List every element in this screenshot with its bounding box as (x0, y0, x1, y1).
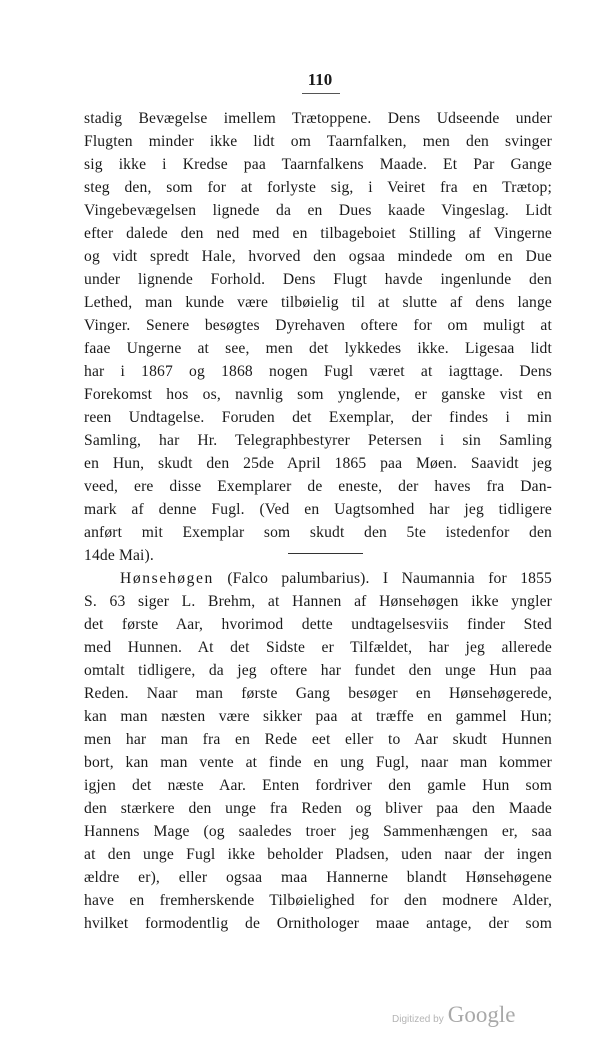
text-line: faae Ungerne at see, men det lykkedes ikke. Ligesaa lidt (84, 340, 552, 357)
text-line: veed, ere disse Exemplarer de eneste, der haves fra Dan- (84, 478, 552, 495)
text-line: mark af denne Fugl. (Ved en Uagtsomhed har jeg tidligere (84, 501, 552, 518)
paragraph-2-first-line (84, 567, 552, 590)
section-separator (288, 553, 363, 554)
text-line: Vinger. Senere besøgtes Dyrehaven oftere for om muligt at (84, 317, 552, 334)
text-line: S. 63 siger L. Brehm, at Hannen af Hønsehøgen ikke yngler (84, 593, 552, 610)
google-logo-text: Google (447, 1002, 516, 1027)
text-line: steg den, som for at forlyste sig, i Veiret fra en Trætop; (84, 179, 552, 196)
first-line-rest: (Falco palumbarius). I Naumannia for 1855 (213, 570, 552, 587)
digitized-watermark (392, 1002, 515, 1028)
text-line: under lignende Forhold. Dens Flugt havde ingenlunde den (84, 271, 552, 288)
text-line: Lethed, man kunde være tilbøielig til at slutte af dens lange (84, 294, 552, 311)
text-line: stadig Bevægelse imellem Trætoppene. Dens Udseende under (84, 110, 552, 127)
page-number: 110 (307, 70, 333, 89)
text-line: at den unge Fugl ikke beholder Pladsen, uden naar der ingen (84, 846, 552, 863)
text-line: sig ikke i Kredse paa Taarnfalkens Maade. Et Par Gange (84, 156, 552, 173)
text-line: igjen det næste Aar. Enten fordriver den gamle Hun som (84, 777, 552, 794)
text-line: bort, kan man vente at finde en ung Fugl, naar man kommer (84, 754, 552, 771)
text-line: hvilket formodentlig de Ornithologer maae antage, der som (84, 915, 552, 932)
text-line: efter dalede den ned med en tilbageboiet Stilling af Vingerne (84, 225, 552, 242)
page-number-rule (302, 93, 340, 94)
text-line: Samling, har Hr. Telegraphbestyrer Petersen i sin Samling (84, 432, 552, 449)
paragraph-2 (84, 567, 552, 935)
text-line: 14de Mai). (84, 547, 154, 564)
text-line: det første Aar, hvorimod dette undtagelsesviis finder Sted (84, 616, 552, 633)
text-line: Hannens Mage (og saaledes troer jeg Sammenhængen er, saa (84, 823, 552, 840)
text-line: men har man fra en Rede eet eller to Aar skudt Hunnen (84, 731, 552, 748)
text-line: Vingebevægelsen lignede da en Dues kaade Vingeslag. Lidt (84, 202, 552, 219)
text-line: med Hunnen. At det Sidste er Tilfældet, har jeg allerede (84, 639, 552, 656)
text-line: Forekomst hos os, navnlig som ynglende, er ganske vist en (84, 386, 552, 403)
text-line: ældre er), eller ogsaa maa Hannerne blandt Hønsehøgene (84, 869, 552, 886)
text-line: en Hun, skudt den 25de April 1865 paa Møen. Saavidt jeg (84, 455, 552, 472)
species-heading: Hønsehøgen (120, 570, 214, 587)
text-line: har i 1867 og 1868 nogen Fugl været at iagttage. Dens (84, 363, 552, 380)
text-line: reen Undtagelse. Foruden det Exemplar, der findes i min (84, 409, 552, 426)
text-line: have en fremherskende Tilbøielighed for den modnere Alder, (84, 892, 552, 909)
paragraph-1 (84, 107, 552, 567)
text-line: og vidt spredt Hale, hvorved den ogsaa mindede om en Due (84, 248, 552, 265)
text-line: Reden. Naar man første Gang besøger en Hønsehøgerede, (84, 685, 552, 702)
text-line: kan man næsten være sikker paa at træffe en gammel Hun; (84, 708, 552, 725)
text-line: den stærkere den unge fra Reden og bliver paa den Maade (84, 800, 552, 817)
text-line: Flugten minder ikke lidt om Taarnfalken, men den svinger (84, 133, 552, 150)
text-line: omtalt tidligere, da jeg oftere har fundet den unge Hun paa (84, 662, 552, 679)
text-line: anført mit Exemplar som skudt den 5te istedenfor den (84, 524, 552, 541)
watermark-prefix: Digitized by (392, 1014, 444, 1025)
